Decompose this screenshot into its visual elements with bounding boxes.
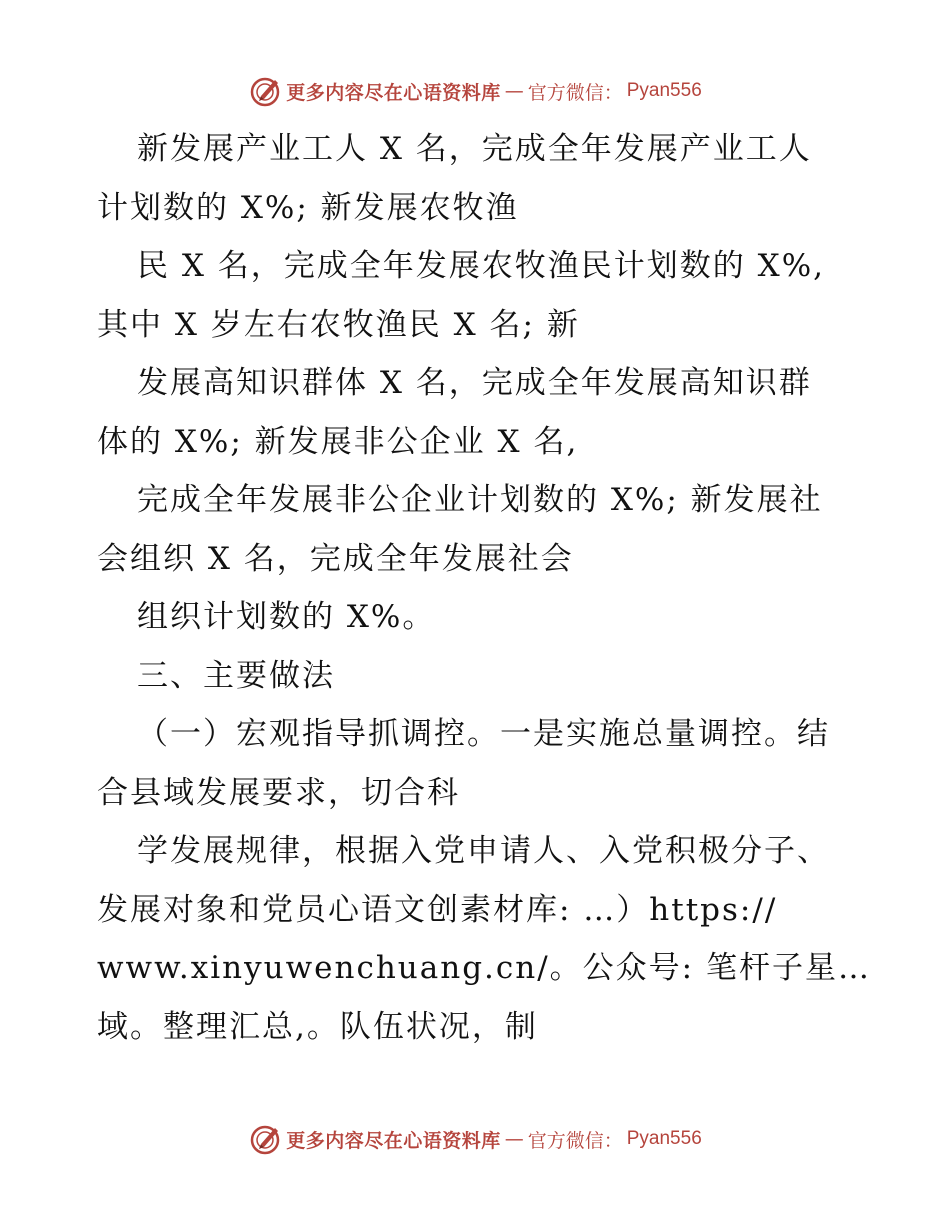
document-body bbox=[97, 120, 871, 1056]
body-line: 体的 X%; 新发展非公企业 X 名, bbox=[97, 423, 579, 460]
body-line: 会组织 X 名，完成全年发展社会 bbox=[97, 540, 574, 577]
body-line: 合县域发展要求，切合科 bbox=[97, 774, 460, 811]
body-line: 完成全年发展非公企业计划数的 X%; 新发展社 bbox=[137, 482, 823, 518]
body-line: 计划数的 X%; 新发展农牧渔 bbox=[97, 189, 519, 226]
watermark-official-label: 官方微信： bbox=[527, 1129, 623, 1152]
body-line: 域。整理汇总,。队伍状况，制 bbox=[97, 1008, 538, 1045]
body-line: 学发展规律，根据入党申请人、入党积极分子、 bbox=[137, 833, 830, 869]
body-line: 新发展产业工人 X 名，完成全年发展产业工人 bbox=[137, 131, 812, 167]
watermark-dash: — bbox=[504, 80, 524, 102]
footer-watermark bbox=[0, 1121, 950, 1157]
watermark-official-label: 官方微信： bbox=[527, 81, 623, 104]
pen-logo-icon bbox=[248, 1122, 282, 1156]
pen-logo-icon bbox=[248, 74, 282, 108]
watermark-dash: — bbox=[504, 1128, 524, 1150]
body-line: www.xinyuwenchuang.cn/。公众号: 笔杆子星… bbox=[97, 950, 871, 986]
body-line: 发展对象和党员心语文创素材库: …）https:// bbox=[97, 891, 778, 928]
watermark-wechat-id: Pyan556 bbox=[626, 80, 702, 101]
header-watermark bbox=[0, 73, 950, 109]
body-line: 发展高知识群体 X 名，完成全年发展高知识群 bbox=[137, 365, 812, 401]
body-line: 组织计划数的 X%。 bbox=[137, 599, 436, 635]
watermark-wechat-id: Pyan556 bbox=[626, 1128, 702, 1149]
watermark-brand-text: 更多内容尽在心语资料库 bbox=[286, 1129, 501, 1152]
watermark-brand-text: 更多内容尽在心语资料库 bbox=[286, 81, 501, 104]
section-heading: 三、主要做法 bbox=[137, 657, 335, 694]
body-line: 其中 X 岁左右农牧渔民 X 名; 新 bbox=[97, 306, 580, 343]
body-line: （一）宏观指导抓调控。一是实施总量调控。结 bbox=[137, 716, 830, 752]
body-line: 民 X 名，完成全年发展农牧渔民计划数的 X%, bbox=[137, 248, 826, 284]
